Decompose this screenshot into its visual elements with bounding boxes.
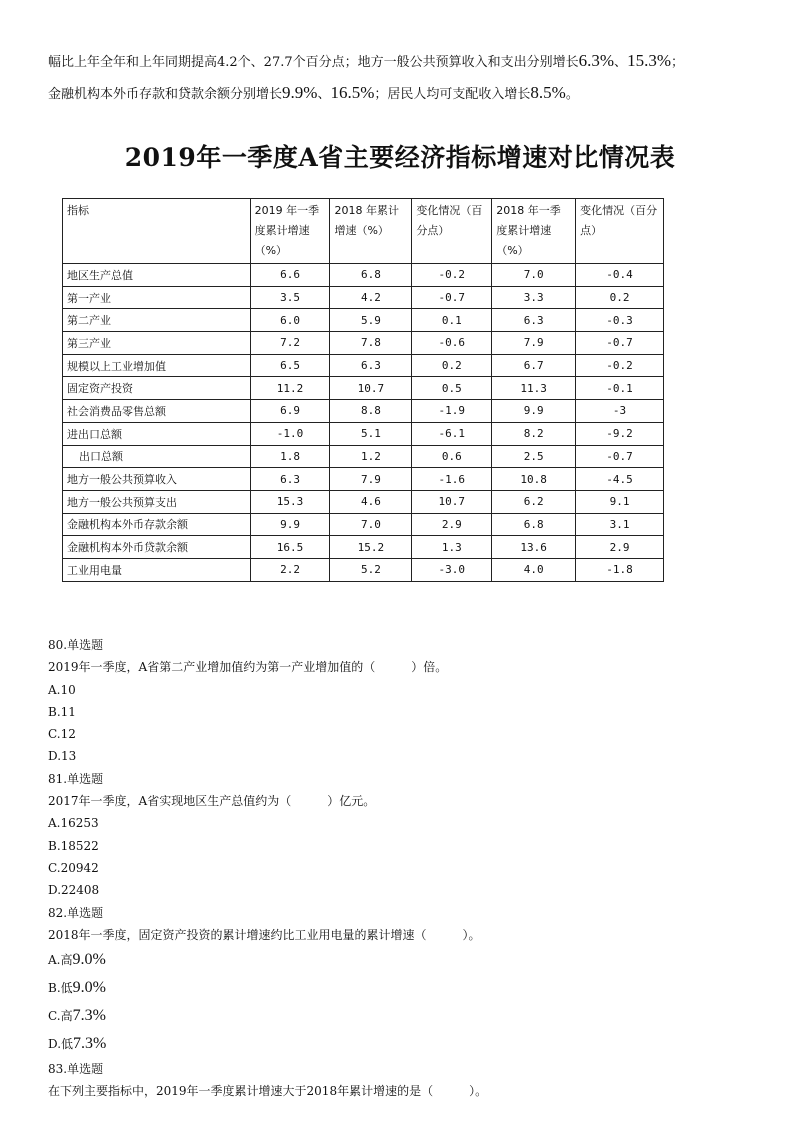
cell-value: 1.3 (412, 536, 492, 559)
q81-option-c[interactable]: C.20942 (48, 860, 99, 875)
q80-option-c[interactable]: C.12 (48, 727, 76, 742)
cell-value: -0.6 (412, 332, 492, 355)
cell-value: 3.3 (492, 286, 576, 309)
cell-value: 7.0 (492, 264, 576, 287)
cell-value: 6.8 (492, 513, 576, 536)
cell-value: 6.6 (250, 264, 330, 287)
option-value: 9.0% (72, 951, 106, 969)
cell-value: -0.7 (576, 445, 664, 468)
indicator-name: 固定资产投资 (63, 377, 251, 400)
cell-value: 2.2 (250, 558, 330, 581)
punctuation: 。 (565, 87, 579, 102)
indicator-name: 金融机构本外币存款余额 (63, 513, 251, 536)
cell-value: 3.1 (576, 513, 664, 536)
q80-option-d[interactable]: D.13 (48, 749, 77, 764)
header-2018q1: 2018 年一季度累计增速（%） (492, 199, 576, 264)
cell-value: 7.2 (250, 332, 330, 355)
q80-label: 80.单选题 (48, 638, 104, 652)
cell-value: -0.3 (576, 309, 664, 332)
cell-value: 3.5 (250, 286, 330, 309)
header-change-1: 变化情况（百分点） (412, 199, 492, 264)
cell-value: 1.2 (330, 445, 412, 468)
cell-value: 6.3 (250, 468, 330, 491)
punctuation: ； (670, 55, 684, 70)
q82-label: 82.单选题 (48, 905, 104, 920)
cell-value: -0.1 (576, 377, 664, 400)
q81-stem: 2017年一季度，A省实现地区生产总值约为（ ）亿元。 (48, 794, 376, 809)
deposit-growth: 9.9% (282, 83, 318, 102)
cell-value: 8.8 (330, 400, 412, 423)
q81-option-d[interactable]: D.22408 (48, 883, 100, 898)
q80-option-b[interactable]: B.11 (48, 704, 76, 719)
indicator-name: 进出口总额 (63, 422, 251, 445)
q80-option-a[interactable]: A.10 (48, 682, 76, 697)
separator: 、 (614, 55, 628, 70)
q83-label: 83.单选题 (48, 1062, 104, 1077)
cell-value: 10.8 (492, 468, 576, 491)
q80-stem: 2019年一季度，A省第二产业增加值约为第一产业增加值的（ ）倍。 (48, 660, 448, 675)
indicator-name: 第一产业 (63, 286, 251, 309)
table-row (63, 468, 664, 491)
table-row (63, 264, 664, 287)
table-row (63, 286, 664, 309)
indicator-name: 地区生产总值 (63, 264, 251, 287)
table-row (63, 354, 664, 377)
cell-value: 16.5 (250, 536, 330, 559)
option-value: 7.3% (73, 1035, 107, 1053)
q82-stem: 2018年一季度，固定资产投资的累计增速约比工业用电量的累计增速（ ）。 (48, 927, 481, 942)
table-row (63, 377, 664, 400)
intro-text: 金融机构本外币存款和贷款余额分别增长 (48, 87, 283, 102)
cell-value: 6.7 (492, 354, 576, 377)
cell-value: -9.2 (576, 422, 664, 445)
intro-text: 幅比上年全年和上年同期提高4.2个、27.7个百分点；地方一般公共预算收入和支出分别增长 (48, 55, 579, 70)
table-row (63, 422, 664, 445)
cell-value: 6.3 (492, 309, 576, 332)
indicator-name: 金融机构本外币贷款余额 (63, 536, 251, 559)
cell-value: 7.8 (330, 332, 412, 355)
cell-value: 5.9 (330, 309, 412, 332)
indicator-name: 社会消费品零售总额 (63, 400, 251, 423)
q81-label: 81.单选题 (48, 771, 104, 786)
cell-value: 15.3 (250, 490, 330, 513)
cell-value: -0.2 (576, 354, 664, 377)
cell-value: 4.0 (492, 558, 576, 581)
header-2019q1: 2019 年一季度累计增速（%） (250, 199, 330, 264)
intro-line-2 (48, 78, 768, 110)
cell-value: -0.7 (576, 332, 664, 355)
cell-value: 2.5 (492, 445, 576, 468)
intro-paragraph (48, 46, 768, 110)
cell-value: 4.6 (330, 490, 412, 513)
header-2018-annual: 2018 年累计增速（%） (330, 199, 412, 264)
cell-value: 10.7 (330, 377, 412, 400)
cell-value: 5.1 (330, 422, 412, 445)
cell-value: 1.8 (250, 445, 330, 468)
table-header-row (63, 199, 664, 264)
table-title: 2019年一季度A省主要经济指标增速对比情况表 (124, 143, 676, 172)
cell-value: -0.2 (412, 264, 492, 287)
cell-value: 2.9 (576, 536, 664, 559)
table-row (63, 558, 664, 581)
cell-value: 7.0 (330, 513, 412, 536)
cell-value: 6.0 (250, 309, 330, 332)
cell-value: 11.3 (492, 377, 576, 400)
cell-value: 0.6 (412, 445, 492, 468)
table-row (63, 536, 664, 559)
budget-revenue-growth: 6.3% (578, 51, 615, 70)
cell-value: -4.5 (576, 468, 664, 491)
indicator-table (62, 198, 664, 582)
indicator-name: 第三产业 (63, 332, 251, 355)
cell-value: 2.9 (412, 513, 492, 536)
table-row (63, 309, 664, 332)
loan-growth: 16.5% (330, 83, 375, 102)
q82-option-a[interactable] (48, 946, 768, 974)
intro-text: ；居民人均可支配收入增长 (374, 87, 531, 102)
option-prefix: B.低 (48, 981, 73, 996)
cell-value: 9.9 (250, 513, 330, 536)
cell-value: 13.6 (492, 536, 576, 559)
cell-value: -1.0 (250, 422, 330, 445)
header-indicator: 指标 (63, 199, 251, 264)
cell-value: 6.9 (250, 400, 330, 423)
option-prefix: A.高 (48, 953, 73, 968)
cell-value: -3 (576, 400, 664, 423)
cell-value: 5.2 (330, 558, 412, 581)
q81-option-b[interactable]: B.18522 (48, 838, 99, 853)
indicator-name: 地方一般公共预算收入 (63, 468, 251, 491)
q82-option-d[interactable] (48, 1030, 768, 1058)
cell-value: 15.2 (330, 536, 412, 559)
cell-value: 0.1 (412, 309, 492, 332)
cell-value: 7.9 (330, 468, 412, 491)
option-value: 9.0% (72, 979, 106, 997)
table-row (63, 513, 664, 536)
cell-value: 0.2 (576, 286, 664, 309)
indicator-name: 地方一般公共预算支出 (63, 490, 251, 513)
cell-value: -6.1 (412, 422, 492, 445)
cell-value: 10.7 (412, 490, 492, 513)
cell-value: 8.2 (492, 422, 576, 445)
cell-value: -0.4 (576, 264, 664, 287)
table-row (63, 490, 664, 513)
header-change-2: 变化情况（百分点） (576, 199, 664, 264)
cell-value: 9.9 (492, 400, 576, 423)
cell-value: -3.0 (412, 558, 492, 581)
cell-value: -0.7 (412, 286, 492, 309)
q83-stem: 在下列主要指标中，2019年一季度累计增速大于2018年累计增速的是（ ）。 (48, 1084, 488, 1099)
intro-line-1 (48, 46, 768, 78)
separator: 、 (317, 87, 331, 102)
option-value: 7.3% (72, 1007, 106, 1025)
cell-value: 6.2 (492, 490, 576, 513)
cell-value: 6.8 (330, 264, 412, 287)
cell-value: 0.2 (412, 354, 492, 377)
cell-value: 0.5 (412, 377, 492, 400)
cell-value: -1.9 (412, 400, 492, 423)
cell-value: 4.2 (330, 286, 412, 309)
option-prefix: C.高 (48, 1009, 73, 1024)
table-row (63, 445, 664, 468)
indicator-name: 第二产业 (63, 309, 251, 332)
cell-value: 7.9 (492, 332, 576, 355)
cell-value: -1.6 (412, 468, 492, 491)
indicator-name: 工业用电量 (63, 558, 251, 581)
q82-option-b[interactable] (48, 974, 768, 1002)
income-growth: 8.5% (530, 83, 566, 102)
cell-value: 6.3 (330, 354, 412, 377)
cell-value: 6.5 (250, 354, 330, 377)
cell-value: 9.1 (576, 490, 664, 513)
indicator-name: 出口总额 (63, 445, 251, 468)
questions-section (48, 634, 768, 1103)
budget-expenditure-growth: 15.3% (627, 51, 671, 70)
q81-option-a[interactable]: A.16253 (48, 816, 99, 831)
cell-value: 11.2 (250, 377, 330, 400)
table-row (63, 400, 664, 423)
cell-value: -1.8 (576, 558, 664, 581)
q82-option-c[interactable] (48, 1002, 768, 1030)
table-row (63, 332, 664, 355)
option-prefix: D.低 (48, 1037, 74, 1052)
indicator-name: 规模以上工业增加值 (63, 354, 251, 377)
